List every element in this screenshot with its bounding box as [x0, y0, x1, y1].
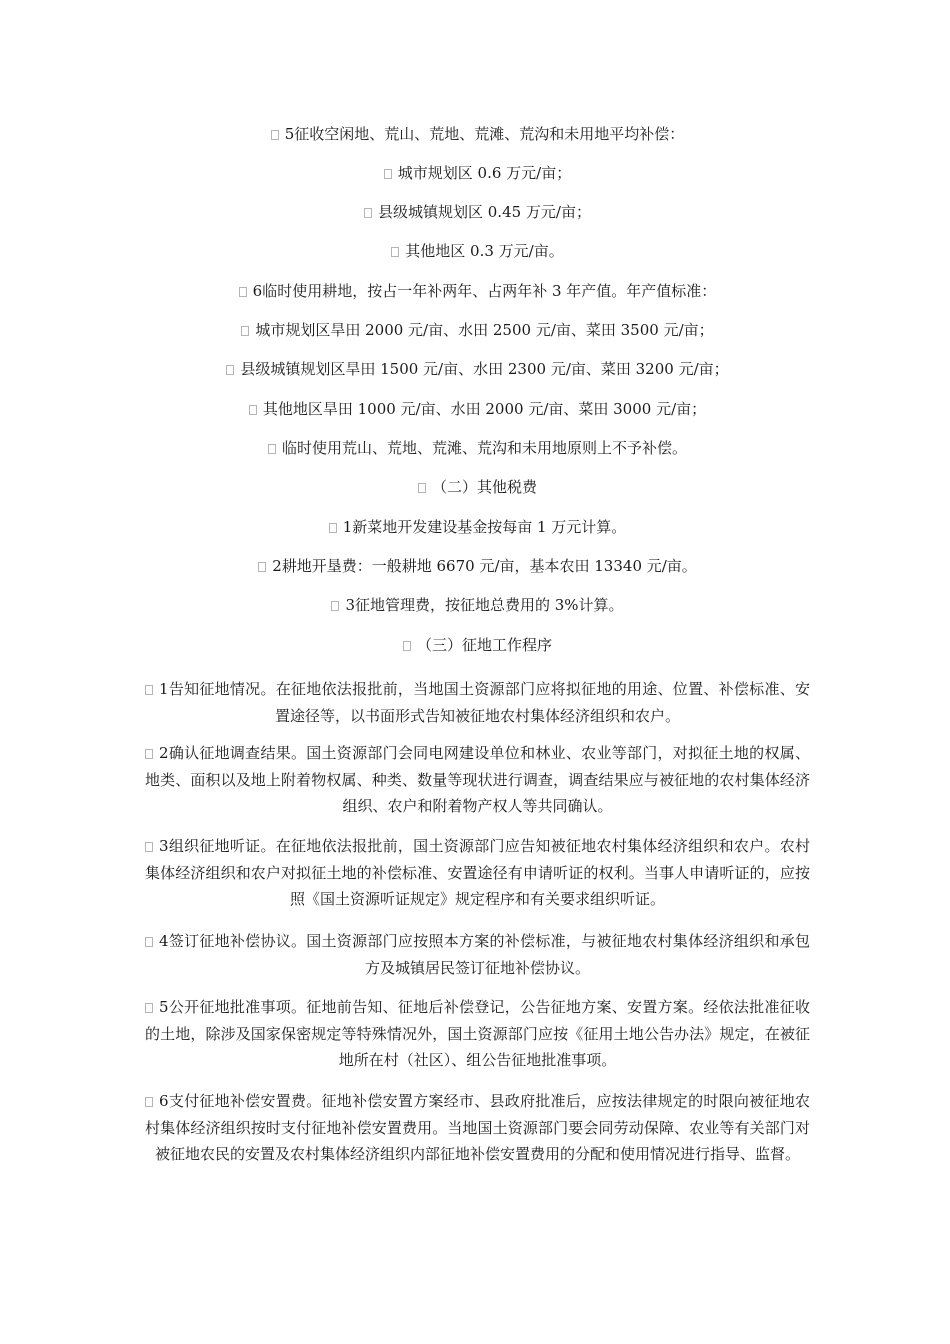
- text-line: [145, 356, 810, 382]
- text-line: [145, 435, 810, 461]
- section-heading: [145, 474, 810, 500]
- line-text: 5征收空闲地、荒山、荒地、荒滩、荒沟和未用地平均补偿：: [284, 125, 685, 143]
- procedure-paragraph: [145, 928, 810, 981]
- text-line: [145, 160, 810, 186]
- bullet-marker: [241, 326, 249, 336]
- bullet-marker: [145, 749, 153, 759]
- text-line: [145, 396, 810, 422]
- line-text: 县级城镇规划区旱田 1500 元/亩、水田 2300 元/亩、菜田 3200 元/亩；: [240, 360, 729, 378]
- line-text: 城市规划区旱田 2000 元/亩、水田 2500 元/亩、菜田 3500 元/亩；: [255, 321, 714, 339]
- procedure-paragraph: [145, 740, 810, 820]
- text-line: [145, 592, 810, 618]
- procedure-paragraph: [145, 676, 810, 729]
- line-text: 其他地区 0.3 万元/亩。: [405, 242, 564, 260]
- bullet-marker: [145, 1097, 153, 1107]
- bullet-marker: [271, 130, 279, 140]
- heading-text: （三）征地工作程序: [416, 636, 552, 654]
- bullet-marker: [331, 601, 339, 611]
- section-heading: [145, 632, 810, 658]
- bullet-marker: [145, 842, 153, 852]
- line-text: 6临时使用耕地，按占一年补两年、占两年补 3 年产值。年产值标准：: [252, 282, 717, 300]
- paragraph-text: 4签订征地补偿协议。国土资源部门应按照本方案的补偿标准，与被征地农村集体经济组织和承包方及城镇居民签订征地补偿协议。: [159, 932, 810, 977]
- text-line: [145, 278, 810, 304]
- line-text: 其他地区旱田 1000 元/亩、水田 2000 元/亩、菜田 3000 元/亩；: [262, 400, 707, 418]
- bullet-marker: [418, 483, 426, 493]
- text-line: [145, 514, 810, 540]
- line-text: 1新菜地开发建设基金按每亩 1 万元计算。: [342, 518, 627, 536]
- text-line: [145, 553, 810, 579]
- heading-text: （二）其他税费: [431, 478, 537, 496]
- bullet-marker: [145, 685, 153, 695]
- text-line: [145, 199, 810, 225]
- procedure-paragraph: [145, 994, 810, 1074]
- paragraph-text: 2确认征地调查结果。国土资源部门会同电网建设单位和林业、农业等部门，对拟征土地的权属、地类、面积以及地上附着物权属、种类、数量等现状进行调查，调查结果应与被征地的农村集体经济组织、农户和附着物产权人等共同确认。: [145, 744, 810, 815]
- line-text: 县级城镇规划区 0.45 万元/亩；: [378, 203, 591, 221]
- paragraph-text: 1告知征地情况。在征地依法报批前，当地国土资源部门应将拟征地的用途、位置、补偿标准、安置途径等，以书面形式告知被征地农村集体经济组织和农户。: [159, 680, 810, 725]
- line-text: 2耕地开垦费：一般耕地 6670 元/亩，基本农田 13340 元/亩。: [272, 557, 697, 575]
- line-text: 临时使用荒山、荒地、荒滩、荒沟和未用地原则上不予补偿。: [281, 439, 687, 457]
- paragraph-text: 5公开征地批准事项。征地前告知、征地后补偿登记，公告征地方案、安置方案。经依法批准征收的土地，除涉及国家保密规定等特殊情况外，国土资源部门应按《征用土地公告办法》规定，在被征地所在村（社区）、组公告征地批准事项。: [145, 998, 810, 1069]
- bullet-marker: [249, 405, 257, 415]
- bullet-marker: [145, 1003, 153, 1013]
- bullet-marker: [329, 523, 337, 533]
- bullet-marker: [364, 208, 372, 218]
- bullet-marker: [384, 169, 392, 179]
- text-line: [145, 238, 810, 264]
- text-line: [145, 317, 810, 343]
- paragraph-text: 3组织征地听证。在征地依法报批前，国土资源部门应告知被征地农村集体经济组织和农户。农村集体经济组织和农户对拟征土地的补偿标准、安置途径有申请听证的权利。当事人申请听证的，应按照《国土资源听证规定》规定程序和有关要求组织听证。: [145, 837, 810, 908]
- bullet-marker: [403, 641, 411, 651]
- paragraph-text: 6支付征地补偿安置费。征地补偿安置方案经市、县政府批准后，应按法律规定的时限向被征地农村集体经济组织按时支付征地补偿安置费用。当地国土资源部门要会同劳动保障、农业等有关部门对被征地农民的安置及农村集体经济组织内部征地补偿安置费用的分配和使用情况进行指导、监督。: [145, 1092, 810, 1163]
- procedure-paragraph: [145, 1088, 810, 1168]
- line-text: 3征地管理费，按征地总费用的 3%计算。: [345, 596, 624, 614]
- bullet-marker: [268, 444, 276, 454]
- bullet-marker: [145, 937, 153, 947]
- bullet-marker: [391, 247, 399, 257]
- line-text: 城市规划区 0.6 万元/亩；: [397, 164, 572, 182]
- bullet-marker: [226, 365, 234, 375]
- text-line: [145, 121, 810, 147]
- bullet-marker: [239, 287, 247, 297]
- bullet-marker: [258, 562, 266, 572]
- procedure-paragraph: [145, 833, 810, 913]
